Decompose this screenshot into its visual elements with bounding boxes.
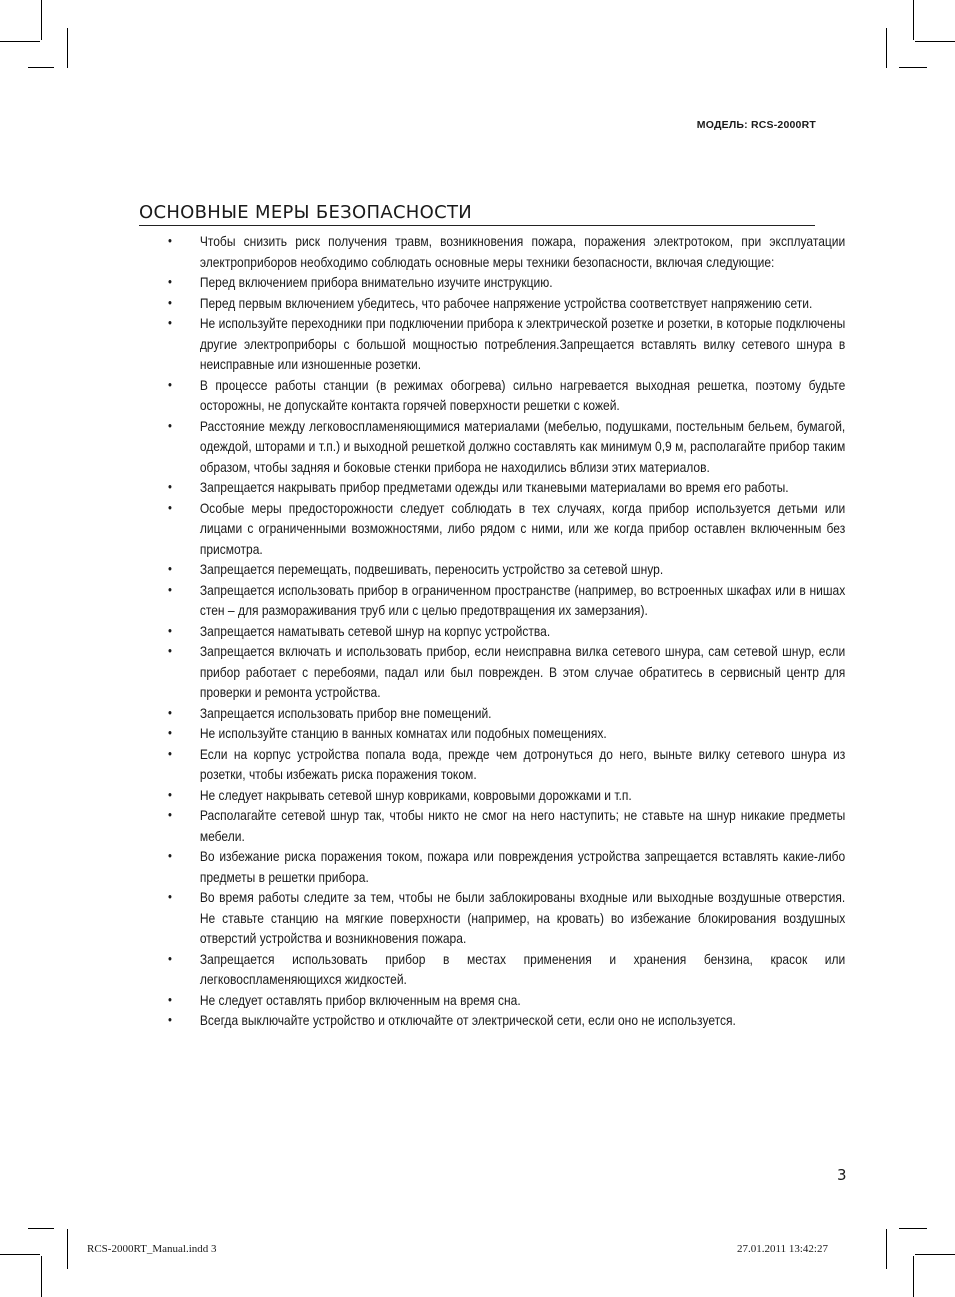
list-item <box>168 416 845 478</box>
list-item <box>168 559 845 580</box>
rule-text: Не используйте станцию в ванных комнатах или подобных помещениях. <box>199 725 607 741</box>
list-item <box>168 231 845 272</box>
bullet-icon: • <box>168 786 172 802</box>
rule-text: Запрещается использовать прибор в местах применения и хранения бензина, красок или легковоспламеняющихся жидкостей. <box>199 950 846 987</box>
crop-mark <box>67 1229 68 1269</box>
rule-text: Перед первым включением убедитесь, что рабочее напряжение устройства соответствует напряжению сети. <box>199 294 813 311</box>
rule-text: В процессе работы станции (в режимах обогрева) сильно нагревается выходная решетка, поэтому будьте осторожны, не допускайте контакта горячей поверхности решетки с кожей. <box>199 376 846 413</box>
rule-text: Не используйте переходники при подключении прибора к электрической розетке и розетки, в которые подключены другие электроприборы с большой мощностью потребления.Запрещается вставлять вилку сетевого шнура в неисправные или изношенные розетки. <box>199 315 846 372</box>
bullet-icon: • <box>168 622 172 638</box>
bullet-icon: • <box>168 950 172 966</box>
list-item <box>168 1010 845 1031</box>
rule-text: Не следует оставлять прибор включенным на время сна. <box>199 991 521 1008</box>
list-item <box>168 272 845 293</box>
crop-mark <box>28 67 54 68</box>
rule-text: Располагайте сетевой шнур так, чтобы никто не смог на него наступить; не ставьте на шнур никакие предметы мебели. <box>199 807 846 844</box>
bullet-icon: • <box>168 704 172 720</box>
crop-mark <box>41 0 42 40</box>
rule-text: Если на корпус устройства попала вода, прежде чем дотронуться до него, выньте вилку сетевого шнура из розетки, чтобы избежать риска поражения током. <box>199 745 846 782</box>
rule-text: Всегда выключайте устройство и отключайте от электрической сети, если оно не используется. <box>199 1012 736 1028</box>
crop-mark <box>67 28 68 68</box>
page-number: 3 <box>837 1166 847 1184</box>
list-item <box>168 846 845 887</box>
bullet-icon: • <box>168 848 172 863</box>
rule-text: Запрещается наматывать сетевой шнур на корпус устройства. <box>199 622 551 639</box>
bullet-icon: • <box>168 233 172 248</box>
bullet-icon: • <box>168 991 172 1007</box>
section-title: ОСНОВНЫЕ МЕРЫ БЕЗОПАСНОСТИ <box>139 202 815 226</box>
list-item <box>168 580 845 621</box>
crop-mark <box>886 1229 887 1269</box>
rule-text: Запрещается использовать прибор в ограниченном пространстве (например, во встроенных шкафах или в нишах стен – для размораживания труб или с целью предотвращения их замерзания). <box>199 581 846 618</box>
crop-mark <box>913 1256 914 1297</box>
list-item <box>168 785 845 806</box>
model-header: МОДЕЛЬ: RCS-2000RT <box>696 119 816 131</box>
bullet-icon: • <box>168 745 172 761</box>
bullet-icon: • <box>168 643 172 658</box>
rule-text: Расстояние между легковоспламеняющимися материалами (мебелью, подушками, постельным бельем, бумагой, одеждой, шторами и т.п.) и выходной решеткой должно составлять как минимум 0,9 м, располагайте прибор таким образом, чтобы задняя и боковые стенки прибора не находились вблизи этих материалов. <box>199 417 846 475</box>
crop-mark <box>899 67 927 68</box>
rule-text: Запрещается перемещать, подвешивать, переносить устройство за сетевой шнур. <box>199 561 664 577</box>
crop-mark <box>899 1228 927 1229</box>
rule-text: Запрещается включать и использовать прибор, если неисправна вилка сетевого шнура, сам сетевой шнур, если прибор работает с перебоями, падал или был поврежден. В этом случае обратитесь в сервисный центр для проверки и ремонта устройства. <box>199 643 846 700</box>
footer-timestamp: 27.01.2011 13:42:27 <box>737 1243 828 1255</box>
bullet-icon: • <box>168 315 172 330</box>
rule-text: Не следует накрывать сетевой шнур ковриками, ковровыми дорожками и т.п. <box>199 786 632 803</box>
list-item <box>168 498 845 560</box>
list-item <box>168 744 845 785</box>
bullet-icon: • <box>168 479 172 494</box>
list-item <box>168 805 845 846</box>
list-item <box>168 375 845 416</box>
list-item <box>168 621 845 642</box>
bullet-icon: • <box>168 274 172 289</box>
crop-mark <box>41 1256 42 1297</box>
bullet-icon: • <box>168 581 172 597</box>
rule-text: Чтобы снизить риск получения травм, возникновения пожара, поражения электротоком, при эксплуатации электроприборов необходимо соблюдать основные меры техники безопасности, включая следующие: <box>199 233 846 270</box>
bullet-icon: • <box>168 725 172 740</box>
bullet-icon: • <box>168 417 172 433</box>
rule-text: Особые меры предосторожности следует соблюдать в тех случаях, когда прибор используется детьми или лицами с ограниченными возможностями, либо рядом с ними, или же когда прибор оставлен включенным без присмотра. <box>199 499 846 557</box>
bullet-icon: • <box>168 294 172 310</box>
crop-mark <box>0 1254 40 1255</box>
rule-text: Перед включением прибора внимательно изучите инструкцию. <box>199 274 553 290</box>
list-item <box>168 313 845 375</box>
list-item <box>168 949 845 990</box>
bullet-icon: • <box>168 376 172 392</box>
crop-mark <box>913 0 914 40</box>
bullet-icon: • <box>168 807 172 822</box>
list-item <box>168 641 845 703</box>
rule-text: Запрещается накрывать прибор предметами одежды или тканевыми материалами во время его работы. <box>199 479 789 495</box>
rule-text: Во избежание риска поражения током, пожара или повреждения устройства запрещается вставлять какие-либо предметы в решетки прибора. <box>199 848 846 885</box>
bullet-icon: • <box>168 889 172 904</box>
safety-rules-list <box>168 231 846 1031</box>
crop-mark <box>28 1228 54 1229</box>
crop-mark <box>915 1254 955 1255</box>
list-item <box>168 477 845 498</box>
crop-mark <box>915 41 955 42</box>
footer-file-slug: RCS-2000RT_Manual.indd 3 <box>87 1243 217 1255</box>
crop-mark <box>886 28 887 68</box>
bullet-icon: • <box>168 561 172 576</box>
rule-text: Запрещается использовать прибор вне помещений. <box>199 704 492 721</box>
list-item <box>168 990 845 1011</box>
list-item <box>168 703 845 724</box>
list-item <box>168 887 845 949</box>
bullet-icon: • <box>168 499 172 515</box>
bullet-icon: • <box>168 1012 172 1027</box>
crop-mark <box>0 41 40 42</box>
list-item <box>168 723 845 744</box>
list-item <box>168 293 845 314</box>
rule-text: Во время работы следите за тем, чтобы не были заблокированы входные или выходные воздушные отверстия. Не ставьте станцию на мягкие поверхности (например, на кровать) во избежание блокирования воздушных отверстий устройства и возникновения пожара. <box>199 889 846 946</box>
